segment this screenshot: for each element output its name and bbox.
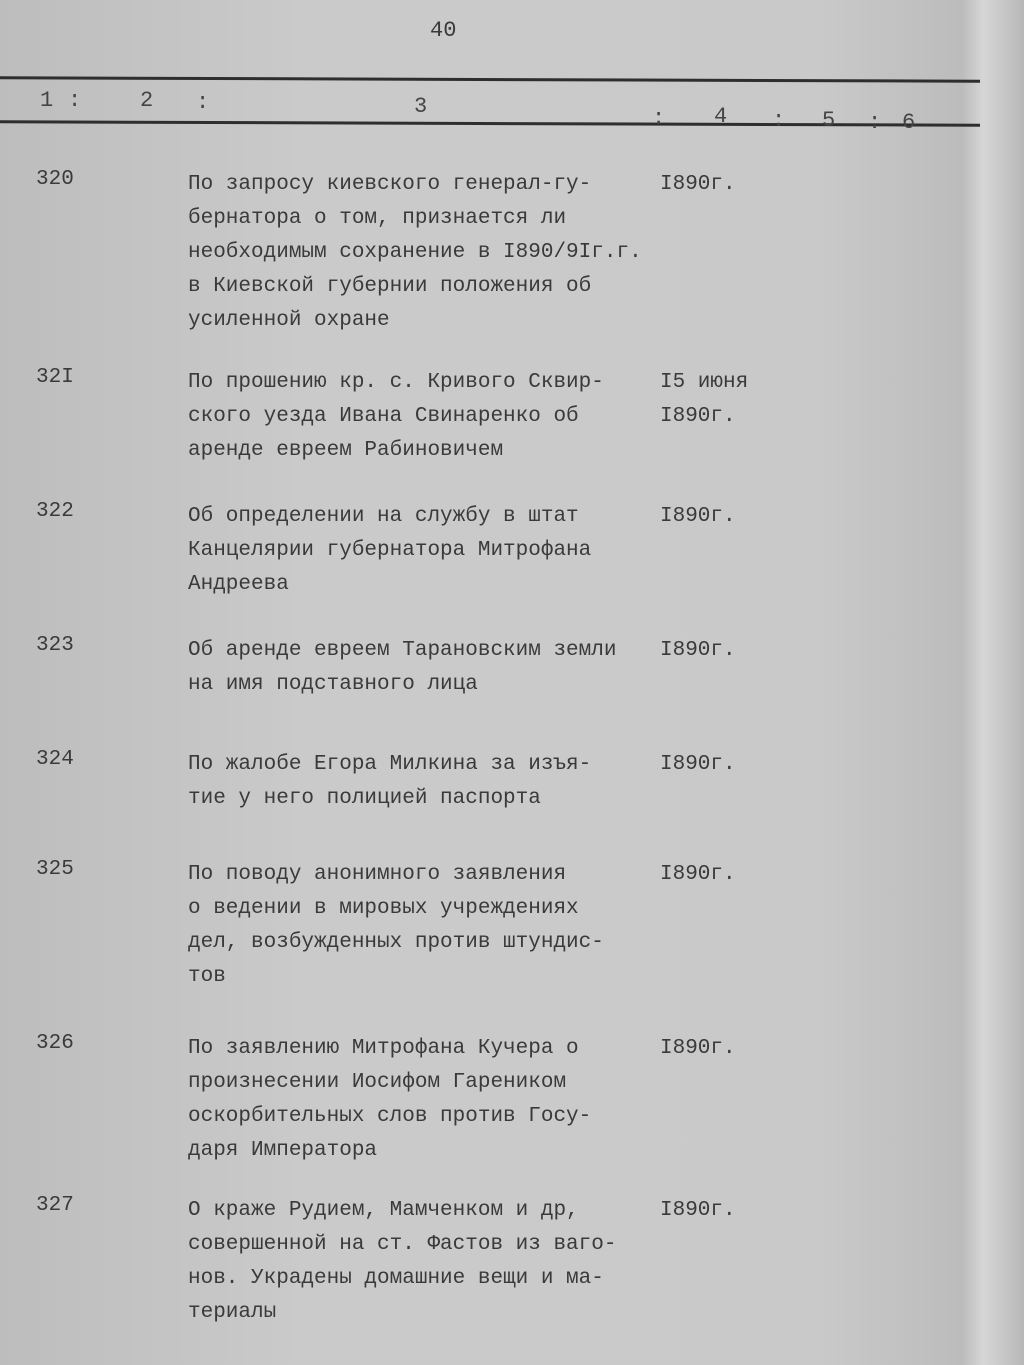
entry-date xyxy=(660,168,736,202)
column-header-3: 3 xyxy=(414,94,428,119)
date-line: I890г. xyxy=(660,173,736,196)
entry-description xyxy=(188,1032,591,1168)
description-line: Об аренде евреем Тарановским земли xyxy=(188,639,617,662)
column-separator: : xyxy=(196,90,210,115)
description-line: оскорбительных слов против Госу- xyxy=(188,1105,592,1128)
entry-number: 32I xyxy=(36,366,74,389)
description-line: на имя подставного лица xyxy=(188,673,478,696)
column-header-6: 6 xyxy=(902,110,916,135)
description-line: аренде евреем Рабиновичем xyxy=(188,439,504,462)
entry-description xyxy=(188,748,591,816)
entry-date xyxy=(660,748,736,782)
entry-number: 324 xyxy=(36,748,74,771)
column-header-5: 5 xyxy=(822,108,836,133)
entry-number: 322 xyxy=(36,500,74,523)
description-line: тие у него полицией паспорта xyxy=(188,787,541,810)
description-line: произнесении Иосифом Гареником xyxy=(188,1071,567,1094)
header-rule-top xyxy=(0,76,980,82)
description-line: необходимым сохранение в I890/9Iг.г. xyxy=(188,241,642,264)
description-line: По прошению кр. с. Кривого Сквир- xyxy=(188,371,604,394)
description-line: в Киевской губернии положения об xyxy=(188,275,592,298)
description-line: По запросу киевского генерал-гу- xyxy=(188,173,592,196)
description-line: По поводу анонимного заявления xyxy=(188,863,567,886)
description-line: териалы xyxy=(188,1301,277,1324)
description-line: Андреева xyxy=(188,573,289,596)
entry-description xyxy=(188,168,642,338)
entry-number: 323 xyxy=(36,634,74,657)
entry-date xyxy=(660,1032,736,1066)
entry-description xyxy=(188,634,616,702)
column-header-4: 4 xyxy=(714,104,728,129)
entry-description xyxy=(188,366,604,468)
description-line: дел, возбужденных против штундис- xyxy=(188,931,604,954)
description-line: тов xyxy=(188,965,226,988)
description-line: даря Императора xyxy=(188,1139,378,1162)
date-line: I890г. xyxy=(660,1199,736,1222)
date-line: I890г. xyxy=(660,405,736,428)
description-line: о ведении в мировых учреждениях xyxy=(188,897,579,920)
date-line: I890г. xyxy=(660,863,736,886)
description-line: усиленной охране xyxy=(188,309,390,332)
date-line: I890г. xyxy=(660,753,736,776)
column-separator: : xyxy=(772,108,786,133)
description-line: О краже Рудием, Мамченком и др, xyxy=(188,1199,579,1222)
entry-number: 320 xyxy=(36,168,74,191)
entry-description xyxy=(188,500,591,602)
column-separator: : xyxy=(868,110,882,135)
date-line: I5 июня xyxy=(660,371,749,394)
entry-number: 325 xyxy=(36,858,74,881)
column-separator: : xyxy=(68,88,82,113)
column-header-1: 1 xyxy=(40,88,54,113)
entry-number: 327 xyxy=(36,1194,74,1217)
entry-description xyxy=(188,858,604,994)
description-line: По жалобе Егора Милкина за изъя- xyxy=(188,753,592,776)
description-line: Об определении на службу в штат xyxy=(188,505,579,528)
entry-description xyxy=(188,1194,616,1330)
entry-date xyxy=(660,1194,736,1228)
entry-number: 326 xyxy=(36,1032,74,1055)
entry-date xyxy=(660,858,736,892)
description-line: По заявлению Митрофана Кучера о xyxy=(188,1037,579,1060)
date-line: I890г. xyxy=(660,1037,736,1060)
date-line: I890г. xyxy=(660,639,736,662)
column-header-2: 2 xyxy=(140,88,154,113)
entry-date xyxy=(660,500,736,534)
date-line: I890г. xyxy=(660,505,736,528)
description-line: бернатора о том, признается ли xyxy=(188,207,567,230)
description-line: нов. Украдены домашние вещи и ма- xyxy=(188,1267,604,1290)
description-line: ского уезда Ивана Свинаренко об xyxy=(188,405,579,428)
page-number: 40 xyxy=(430,18,457,43)
description-line: Канцелярии губернатора Митрофана xyxy=(188,539,592,562)
description-line: совершенной на ст. Фастов из ваго- xyxy=(188,1233,617,1256)
entry-date xyxy=(660,366,748,434)
entry-date xyxy=(660,634,736,668)
column-separator: : xyxy=(652,106,666,131)
